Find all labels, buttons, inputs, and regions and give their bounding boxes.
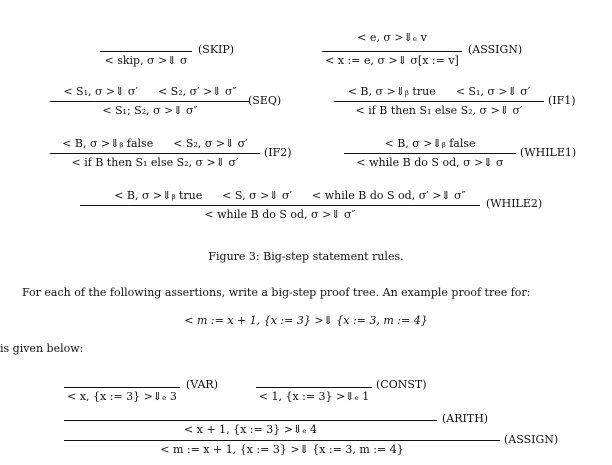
rule-conclusion: < x := e, σ >⇓ σ[x := v] (325, 54, 459, 67)
inference-bar-assign (64, 440, 500, 441)
rule-label: (IF1) (548, 94, 576, 107)
rule-premise: < e, σ >⇓ₑ v (357, 31, 427, 44)
rule-premise: < B, σ >⇓ᵦ false (62, 137, 154, 150)
rule-premise: < B, σ >⇓ᵦ true (114, 189, 203, 202)
arith-conclusion: < x + 1, {x := 3} >⇓ₑ 4 (184, 423, 317, 436)
figure-caption: Figure 3: Big-step statement rules. (208, 250, 404, 263)
inference-bar (100, 51, 192, 52)
rule-label: (SEQ) (248, 94, 282, 107)
rule-premise: < B, σ >⇓ᵦ true (347, 85, 436, 98)
instruction-text: For each of the following assertions, write a big-step proof tree. An example proof tree for: (22, 286, 531, 299)
inference-bar (50, 153, 260, 154)
rule-conclusion: < if B then S₁ else S₂, σ >⇓ σ′ (355, 104, 523, 117)
assign-label: (ASSIGN) (504, 433, 559, 446)
rule-label: (IF2) (264, 146, 292, 159)
rule-premise: < S₂, σ′ >⇓ σ″ (157, 85, 237, 98)
const-label: (CONST) (376, 378, 427, 391)
inference-bar (80, 205, 480, 206)
rule-label: (WHILE1) (520, 146, 577, 159)
rule-conclusion: < S₁; S₂, σ >⇓ σ″ (102, 104, 198, 117)
arith-label: (ARITH) (442, 412, 489, 425)
rule-premise: < S₁, σ >⇓ σ′ (63, 85, 138, 98)
rule-conclusion: < while B do S od, σ >⇓ σ (356, 156, 504, 169)
rule-premises (50, 137, 260, 150)
rule-conclusion: < skip, σ >⇓ σ (104, 54, 188, 67)
inference-bar (50, 101, 250, 102)
inference-bar-const (256, 387, 372, 388)
rule-label: (WHILE2) (486, 197, 543, 210)
rule-premise: < S₁, σ >⇓ σ′ (455, 85, 531, 98)
rule-premise: < S, σ >⇓ σ′ (222, 189, 293, 202)
var-conclusion: < x, {x := 3} >⇓ₑ 3 (67, 390, 177, 403)
rule-premise: < B, σ >⇓ᵦ false (384, 137, 476, 150)
inference-bar (322, 51, 462, 52)
rule-premises (334, 85, 544, 98)
inference-bar (334, 101, 544, 102)
given-below-text: is given below: (0, 342, 84, 355)
var-label: (VAR) (186, 378, 219, 391)
rule-label: (SKIP) (198, 43, 235, 56)
example-assertion: < m := x + 1, {x := 3} >⇓ {x := 3, m := 4} (184, 314, 428, 327)
rule-label: (ASSIGN) (468, 43, 523, 56)
rule-premises (50, 85, 250, 98)
assign-conclusion: < m := x + 1, {x := 3} >⇓ {x := 3, m := 4} (160, 443, 404, 456)
rule-premise: < while B do S od, σ′ >⇓ σ″ (312, 189, 466, 202)
rule-conclusion: < if B then S₁ else S₂, σ >⇓ σ′ (71, 156, 239, 169)
const-conclusion: < 1, {x := 3} >⇓ₑ 1 (258, 390, 370, 403)
inference-bar-var (64, 387, 180, 388)
rule-premises (80, 189, 500, 202)
rule-conclusion: < while B do S od, σ >⇓ σ″ (204, 208, 356, 221)
inference-bar-arith (64, 420, 437, 421)
rule-premise: < S₂, σ >⇓ σ′ (173, 137, 248, 150)
inference-bar (344, 153, 516, 154)
